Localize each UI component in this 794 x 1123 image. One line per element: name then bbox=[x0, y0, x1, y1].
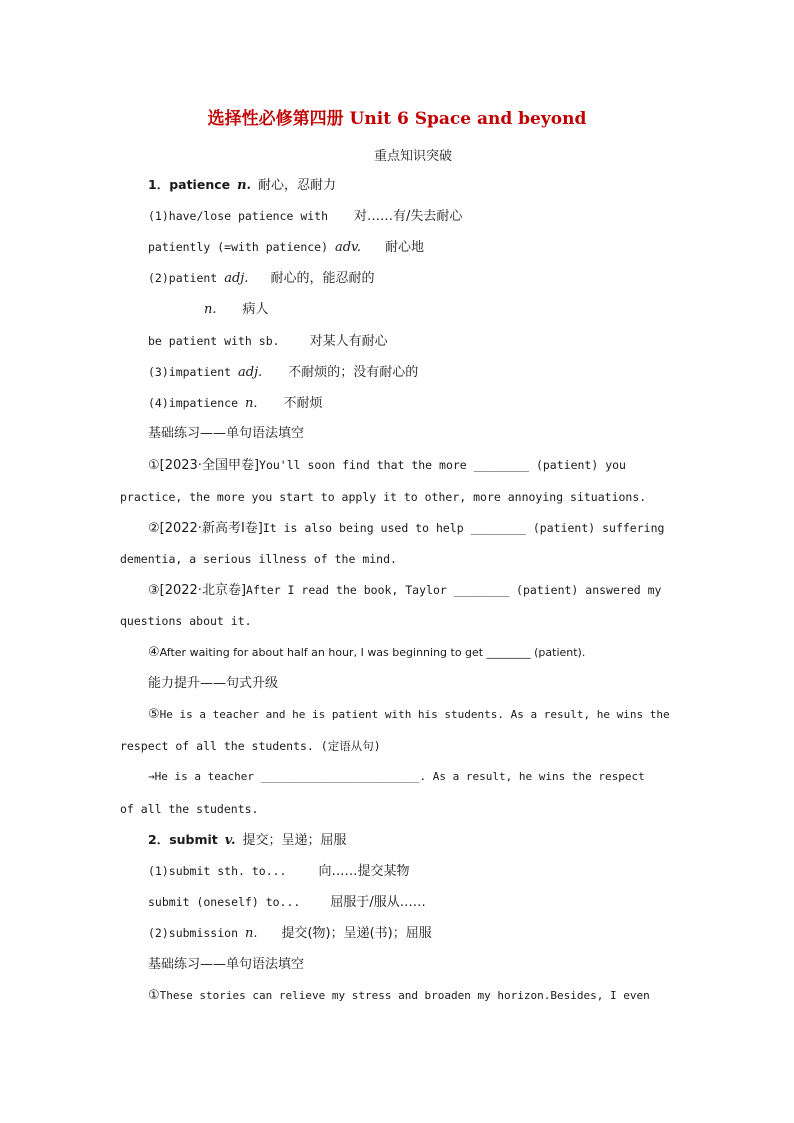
part-of-speech: adv. bbox=[334, 240, 361, 255]
section-subtitle: 重点知识突破 bbox=[373, 149, 452, 164]
question-1-line-2: practice, the more you start to apply it to other, more annoying situations. bbox=[120, 490, 647, 504]
phrase-cn: 屈服于/服从…… bbox=[330, 895, 426, 910]
phrase-en: patiently (=with patience) bbox=[148, 240, 329, 254]
question-source: ②[2022·新高考Ⅰ卷] bbox=[148, 521, 263, 536]
entry-submit bbox=[148, 832, 346, 849]
part-of-speech: n. bbox=[244, 396, 258, 411]
question-text: It is also being used to help ________ (patient) suffering bbox=[262, 521, 665, 535]
phrase-line bbox=[148, 894, 426, 911]
phrase-en: (4)impatience bbox=[148, 396, 239, 410]
phrase-line bbox=[148, 239, 424, 256]
page-title: 选择性必修第四册 Unit 6 Space and beyond bbox=[207, 109, 587, 129]
headword: patience bbox=[169, 177, 231, 192]
question-3-line-2: questions about it. bbox=[120, 614, 252, 628]
question-source: ④ bbox=[148, 645, 160, 660]
entry-number: 1． bbox=[148, 177, 170, 192]
question-5-line-2: respect of all the students. (定语从句) bbox=[120, 739, 381, 753]
question-source: ③[2022·北京卷] bbox=[148, 583, 247, 598]
question-5-line-1 bbox=[148, 707, 670, 723]
phrase-line bbox=[148, 364, 418, 381]
question-2-line-2: dementia, a serious illness of the mind. bbox=[120, 552, 397, 566]
question-5-line-4: of all the students. bbox=[120, 802, 259, 816]
phrase-cn: 向……提交某物 bbox=[318, 864, 410, 879]
phrase-en: (1)have/lose patience with bbox=[148, 209, 329, 223]
phrase-en: (1)submit sth. to... bbox=[148, 864, 287, 878]
question-text: After waiting for about half an hour, I was beginning to get ________ (patient). bbox=[159, 646, 586, 659]
phrase-cn: 对……有/失去耐心 bbox=[354, 209, 463, 224]
part-of-speech: n. bbox=[244, 926, 258, 941]
part-of-speech: adj. bbox=[238, 365, 263, 380]
phrase-line bbox=[148, 270, 374, 287]
phrase-en: be patient with sb. bbox=[148, 334, 280, 348]
phrase-line bbox=[148, 925, 432, 942]
question-text: These stories can relieve my stress and broaden my horizon.Besides, I even bbox=[159, 989, 650, 1002]
part-of-speech: adj. bbox=[224, 271, 249, 286]
part-of-speech: n. bbox=[204, 302, 217, 317]
phrase-line bbox=[148, 863, 410, 880]
question-1-line-1 bbox=[148, 988, 650, 1004]
meaning: 提交；呈递；屈服 bbox=[242, 833, 347, 848]
entry-number: 2． bbox=[148, 832, 170, 847]
phrase-cn: 对某人有耐心 bbox=[309, 334, 388, 349]
phrase-line bbox=[148, 333, 388, 350]
phrase-cn: 不耐烦的；没有耐心的 bbox=[288, 365, 419, 380]
part-of-speech: n. bbox=[237, 178, 252, 193]
phrase-en: (2)patient bbox=[148, 271, 218, 285]
entry-patience bbox=[148, 177, 336, 194]
phrase-line bbox=[148, 395, 322, 412]
phrase-en: submit (oneself) to... bbox=[148, 895, 301, 909]
question-source: ⑤ bbox=[148, 707, 160, 722]
question-1-line-1 bbox=[148, 457, 674, 474]
meaning: 耐心，忍耐力 bbox=[257, 178, 336, 193]
phrase-en: (3)impatient bbox=[148, 365, 232, 379]
phrase-en: (2)submission bbox=[148, 926, 239, 940]
question-text: You'll soon find that the more ________ (patient) you bbox=[259, 458, 626, 472]
exercise-heading: 基础练习——单句语法填空 bbox=[148, 426, 305, 441]
question-2-line-1 bbox=[148, 520, 664, 537]
question-text: After I read the book, Taylor ________ (patient) answered my bbox=[246, 583, 662, 597]
phrase-cn: 不耐烦 bbox=[283, 396, 323, 411]
question-text: He is a teacher and he is patient with his students. As a result, he wins the bbox=[159, 708, 670, 721]
exercise-heading: 基础练习——单句语法填空 bbox=[148, 957, 305, 972]
question-source: ① bbox=[148, 988, 160, 1003]
phrase-cn: 提交(物)；呈递(书)；屈服 bbox=[281, 926, 432, 941]
question-4 bbox=[148, 645, 585, 661]
question-3-line-1 bbox=[148, 582, 661, 599]
phrase-cn: 耐心的，能忍耐的 bbox=[270, 271, 375, 286]
headword: submit bbox=[169, 832, 218, 847]
question-source: ①[2023·全国甲卷] bbox=[148, 458, 260, 473]
part-of-speech: v. bbox=[224, 833, 236, 848]
phrase-line bbox=[148, 208, 462, 225]
exercise-heading: 能力提升——句式升级 bbox=[148, 676, 279, 691]
phrase-line bbox=[204, 301, 269, 318]
phrase-cn: 耐心地 bbox=[384, 240, 424, 255]
phrase-cn: 病人 bbox=[242, 302, 269, 317]
question-5-line-3: →He is a teacher ________________________. As a result, he wins the respect bbox=[148, 770, 645, 783]
